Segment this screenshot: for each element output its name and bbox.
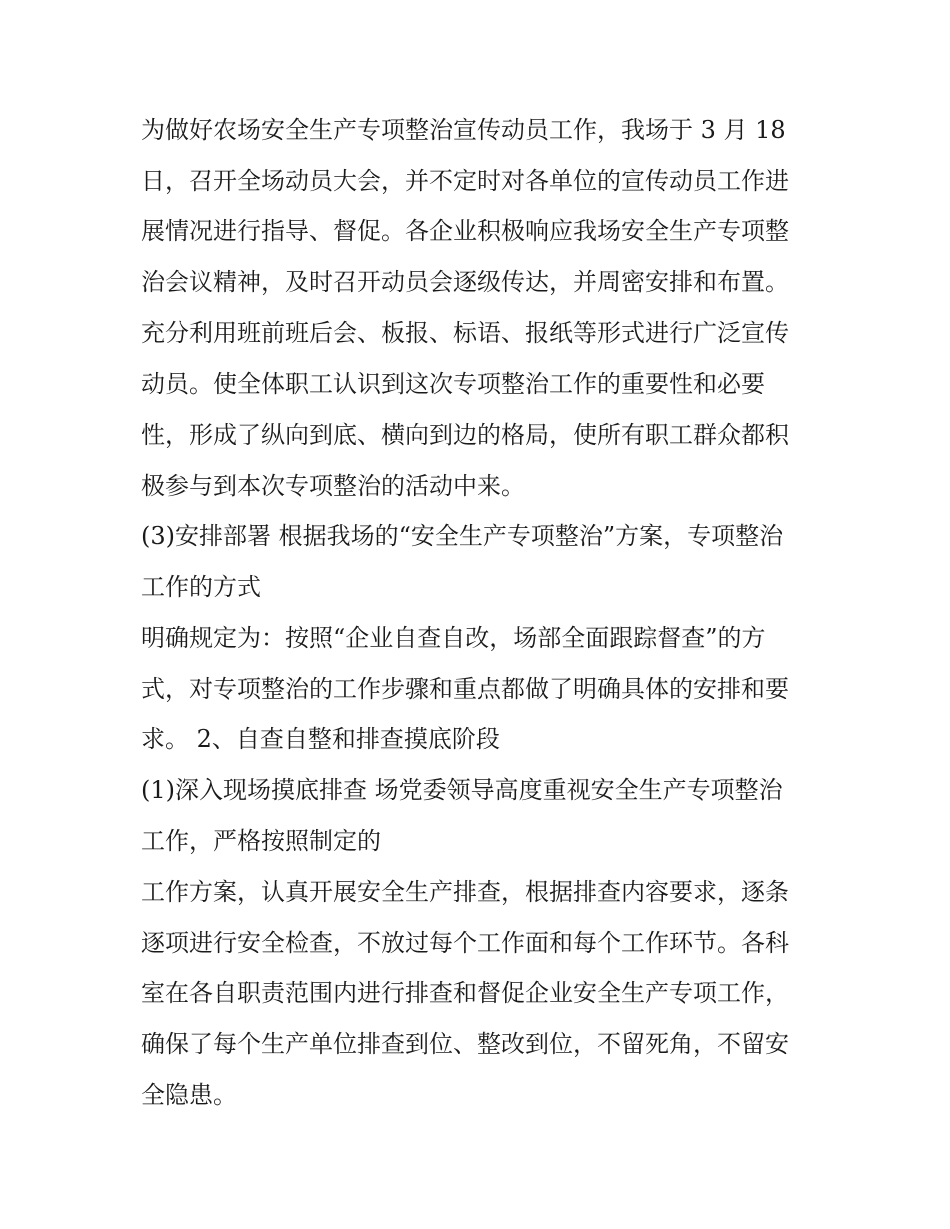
body-text-line: 工作方案，认真开展安全生产排查，根据排查内容要求，逐条 (141, 878, 789, 906)
body-text-line: 确保了每个生产单位排查到位、整改到位，不留死角，不留安 (141, 1030, 789, 1058)
body-text-line: 日，召开全场动员大会，并不定时对各单位的宣传动员工作进 (141, 167, 789, 195)
body-text-line: 动员。使全体职工认识到这次专项整治工作的重要性和必要 (141, 370, 765, 398)
body-text-line: 全隐患。 (141, 1081, 237, 1109)
body-text-line: 充分利用班前班后会、板报、标语、报纸等形式进行广泛宣传 (141, 319, 789, 347)
body-text-line: 性，形成了纵向到底、横向到边的格局，使所有职工群众都积 (141, 421, 789, 449)
section-heading-line: 求。 2、自查自整和排查摸底阶段 (141, 725, 500, 753)
body-text-line: 明确规定为：按照“企业自查自改，场部全面跟踪督查”的方 (141, 624, 766, 652)
body-text-line: 为做好农场安全生产专项整治宣传动员工作，我场于 3 月 18 (141, 116, 786, 144)
body-text-line: 逐项进行安全检查，不放过每个工作面和每个工作环节。各科 (141, 929, 789, 957)
body-text-line: 室在各自职责范围内进行排查和督促企业安全生产专项工作， (141, 979, 789, 1007)
body-text-line: 工作的方式 (141, 573, 261, 601)
body-text-line: 治会议精神，及时召开动员会逐级传达，并周密安排和布置。 (141, 268, 789, 296)
body-text-line: 工作，严格按照制定的 (141, 827, 381, 855)
body-text-line: 式，对专项整治的工作步骤和重点都做了明确具体的安排和要 (141, 675, 789, 703)
body-text-line: 展情况进行指导、督促。各企业积极响应我场安全生产专项整 (141, 217, 789, 245)
section-heading-line: (3)安排部署 根据我场的“安全生产专项整治”方案，专项整治 (141, 522, 784, 550)
body-text-line: 极参与到本次专项整治的活动中来。 (141, 472, 525, 500)
section-heading-line: (1)深入现场摸底排查 场党委领导高度重视安全生产专项整治 (141, 776, 783, 804)
